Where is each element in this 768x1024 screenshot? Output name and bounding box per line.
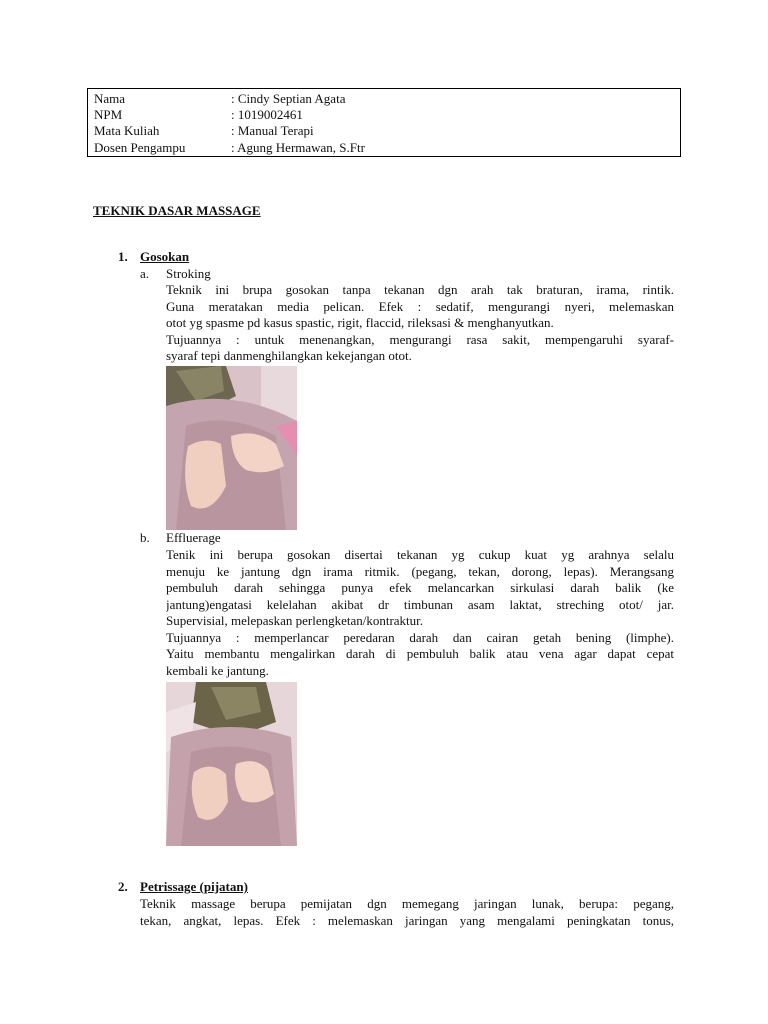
identity-row-mata-kuliah bbox=[88, 123, 680, 139]
paragraph-line: Tujuannya : untuk menenangkan, mengurangi rasa sakit, mempengaruhi syaraf- bbox=[166, 331, 674, 347]
paragraph-line: pembuluh darah sehingga punya efek melancarkan sirkulasi darah balik (ke bbox=[166, 580, 674, 595]
paragraph-line: Supervisial, melepaskan perlengketan/kontraktur. bbox=[166, 613, 424, 628]
identity-value: : Manual Terapi bbox=[231, 123, 314, 138]
petrissage-paragraph bbox=[140, 896, 674, 929]
identity-label: Mata Kuliah bbox=[94, 123, 160, 138]
effluerage-photo bbox=[166, 682, 297, 846]
section-number: 2. bbox=[118, 879, 128, 894]
paragraph-line: otot yg spasme pd kasus spastic, rigit, flaccid, rileksasi & menghanyutkan. bbox=[166, 315, 554, 330]
identity-label: Nama bbox=[94, 91, 126, 106]
identity-value: : Cindy Septian Agata bbox=[231, 91, 346, 106]
paragraph-line: Teknik massage berupa pemijatan dgn memegang jaringan lunak, berupa: pegang, bbox=[140, 896, 674, 911]
document-title: TEKNIK DASAR MASSAGE bbox=[93, 203, 261, 218]
paragraph-line: kembali ke jantung. bbox=[166, 662, 269, 678]
subsection-letter: b. bbox=[140, 530, 150, 545]
identity-row-dosen bbox=[88, 140, 680, 156]
subsection-name: Stroking bbox=[166, 266, 211, 281]
subsection-name: Effluerage bbox=[166, 530, 221, 545]
section-heading: Petrissage (pijatan) bbox=[140, 879, 248, 894]
section-heading: Gosokan bbox=[140, 249, 190, 264]
paragraph-line: Yaitu membantu mengalirkan darah di pembuluh balik atau vena agar dapat cepat bbox=[166, 646, 674, 661]
paragraph-line: Teknik ini brupa gosokan tanpa tekanan dgn arah tak braturan, irama, rintik. bbox=[166, 282, 674, 297]
paragraph-line: jantung)engatasi kelelahan akibat dr timbunan asam laktat, streching otot/ jar. bbox=[166, 596, 674, 612]
identity-row-nama bbox=[88, 91, 680, 107]
identity-value: : 1019002461 bbox=[231, 107, 303, 122]
identity-value: : Agung Hermawan, S.Ftr bbox=[231, 140, 365, 155]
paragraph-line: tekan, angkat, lepas. Efek : melemaskan jaringan yang mengalami peningkatan tonus, bbox=[140, 912, 674, 928]
section-number: 1. bbox=[118, 249, 128, 264]
identity-label: Dosen Pengampu bbox=[94, 140, 186, 155]
identity-table bbox=[87, 88, 681, 157]
paragraph-line: menuju ke jantung dgn irama ritmik. (pegang, tekan, dorong, lepas). Merangsang bbox=[166, 563, 674, 579]
paragraph-line: Tujuannya : memperlancar peredaran darah dan cairan getah bening (limphe). bbox=[166, 629, 674, 645]
paragraph-line: Guna meratakan media pelican. Efek : sedatif, mengurangi nyeri, melemaskan bbox=[166, 298, 674, 314]
stroking-paragraph bbox=[166, 282, 674, 365]
identity-row-npm bbox=[88, 107, 680, 123]
subsection-letter: a. bbox=[140, 266, 150, 281]
effluerage-paragraph bbox=[166, 547, 674, 679]
stroking-photo bbox=[166, 366, 297, 530]
paragraph-line: syaraf tepi danmenghilangkan kekejangan otot. bbox=[166, 348, 412, 363]
paragraph-line: Tenik ini berupa gosokan disertai tekanan yg cukup kuat yg arahnya selalu bbox=[166, 547, 674, 562]
identity-label: NPM bbox=[94, 107, 123, 122]
